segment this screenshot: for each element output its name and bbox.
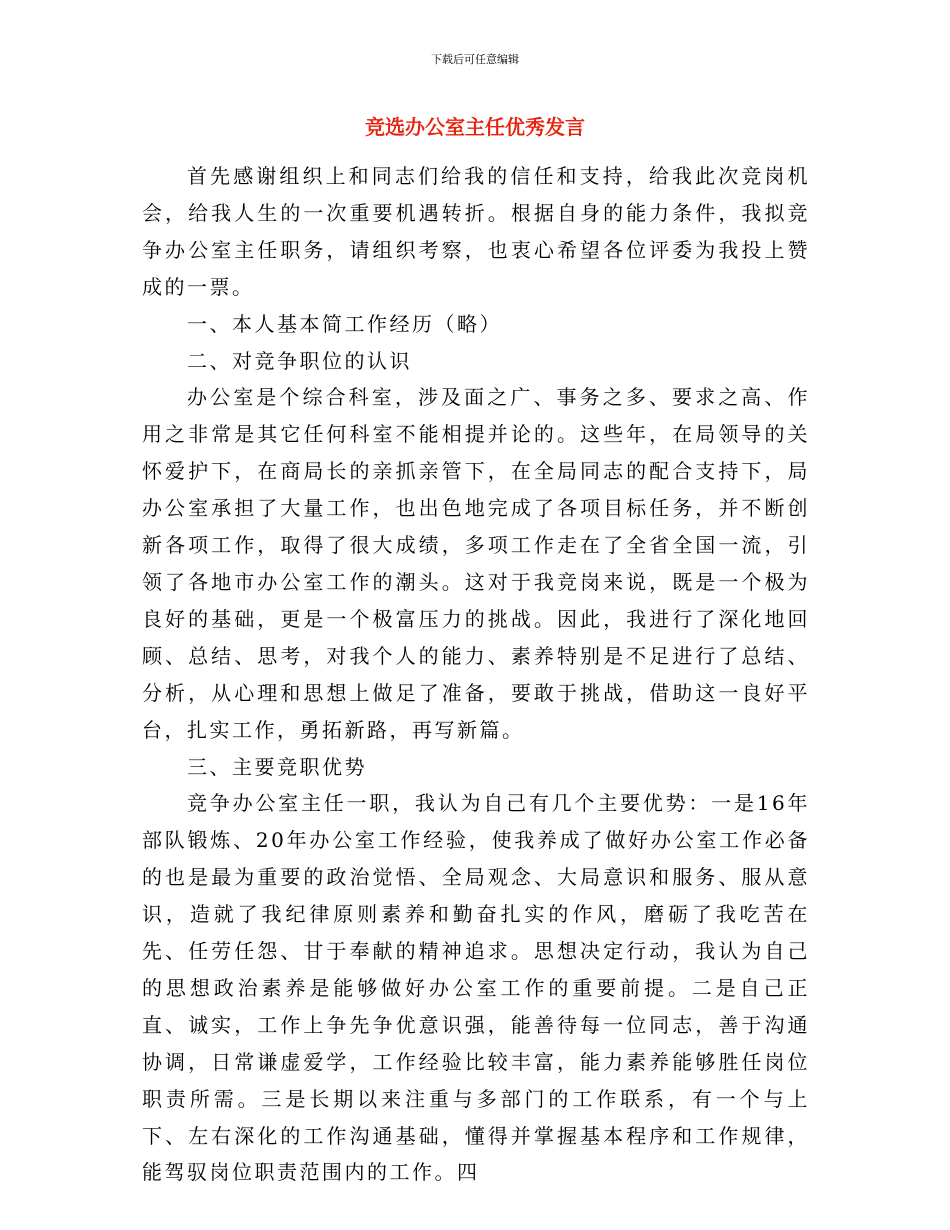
section-heading-3: 三、主要竞职优势 [187, 754, 367, 779]
document-body [142, 158, 810, 1191]
paragraph-position-understanding: 办公室是个综合科室，涉及面之广、事务之多、要求之高、作用之非常是其它任何科室不能相提并论的。这些年，在局领导的关怀爱护下，在商局长的亲抓亲管下，在全局同志的配合支持下，局办公室承担了大量工作，也出色地完成了各项目标任务，并不断创新各项工作，取得了很大成绩，多项工作走在了全省全国一流，引领了各地市办公室工作的潮头。这对于我竞岗来说，既是一个极为良好的基础，更是一个极富压力的挑战。因此，我进行了深化地回顾、总结、思考，对我个人的能力、素养特别是不足进行了总结、分析，从心理和思想上做足了准备，要敢于挑战，借助这一良好平台，扎实工作，勇拓新路，再写新篇。 [142, 385, 810, 742]
page-header-note: 下载后可任意编辑 [431, 53, 519, 66]
paragraph-intro: 首先感谢组织上和同志们给我的信任和支持，给我此次竞岗机会，给我人生的一次重要机遇转折。根据自身的能力条件，我拟竞争办公室主任职务，请组织考察，也衷心希望各位评委为我投上赞成的一票。 [142, 164, 810, 299]
paragraph-advantages: 竞争办公室主任一职，我认为自己有几个主要优势：一是16年部队锻炼、20年办公室工作经验，使我养成了做好办公室工作必备的也是最为重要的政治觉悟、全局观念、大局意识和服务、服从意识，造就了我纪律原则素养和勤奋扎实的作风，磨砺了我吃苦在先、任劳任怨、甘于奉献的精神追求。思想决定行动，我认为自己的思想政治素养是能够做好办公室工作的重要前提。二是自己正直、诚实，工作上争先争优意识强，能善待每一位同志，善于沟通协调，日常谦虚爱学，工作经验比较丰富，能力素养能够胜任岗位职责所需。三是长期以来注重与多部门的工作联系，有一个与上下、左右深化的工作沟通基础，懂得并掌握基本程序和工作规律，能驾驭岗位职责范围内的工作。四 [142, 791, 810, 1185]
section-heading-1: 一、本人基本简工作经历（略） [187, 311, 502, 336]
section-heading-2: 二、对竞争职位的认识 [187, 348, 412, 373]
document-title: 竞选办公室主任优秀发言 [365, 115, 585, 139]
